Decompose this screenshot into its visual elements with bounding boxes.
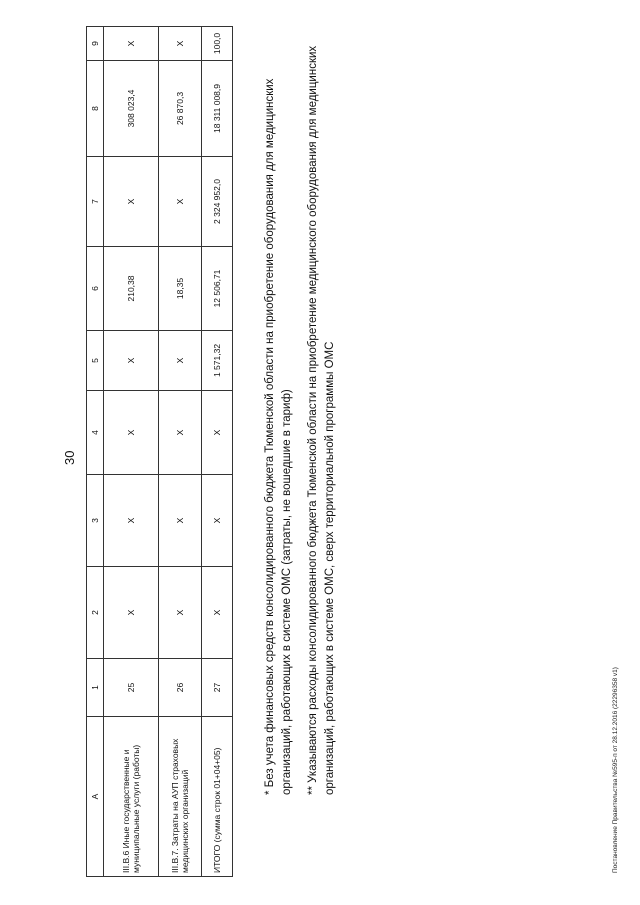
table-cell: X bbox=[202, 475, 233, 567]
table-cell: 308 023,4 bbox=[104, 61, 159, 157]
row-label: III.В.6 Иные государственные и муниципальные услуги (работы) bbox=[104, 717, 159, 877]
table-cell: 12 506,71 bbox=[202, 247, 233, 331]
column-header: 5 bbox=[87, 331, 104, 391]
table-row bbox=[104, 27, 159, 877]
column-header: 3 bbox=[87, 475, 104, 567]
table-cell: 1 571,32 bbox=[202, 331, 233, 391]
table-cell: X bbox=[159, 157, 202, 247]
footnotes bbox=[262, 15, 348, 795]
table-cell: 2 324 952,0 bbox=[202, 157, 233, 247]
page-number: 30 bbox=[62, 450, 77, 465]
table-cell: 18,35 bbox=[159, 247, 202, 331]
table-cell: X bbox=[104, 27, 159, 61]
table-cell: X bbox=[104, 391, 159, 475]
table-cell: 26 bbox=[159, 659, 202, 717]
column-header: 6 bbox=[87, 247, 104, 331]
footnote-1: * Без учета финансовых средств консолидированного бюджета Тюменской области на приобретение оборудования для медицинских организаций, работающих в системе ОМС (затраты, не вошедшие в тариф) bbox=[264, 78, 293, 795]
row-label: ИТОГО (сумма строк 01+04+05) bbox=[202, 717, 233, 877]
table-cell: X bbox=[159, 331, 202, 391]
table-header-row bbox=[87, 27, 104, 877]
table-cell: X bbox=[159, 567, 202, 659]
table-cell: 27 bbox=[202, 659, 233, 717]
table-row bbox=[159, 27, 202, 877]
table-cell: X bbox=[159, 475, 202, 567]
column-header: 8 bbox=[87, 61, 104, 157]
table-cell: X bbox=[159, 27, 202, 61]
table-cell: 210,38 bbox=[104, 247, 159, 331]
column-header: 4 bbox=[87, 391, 104, 475]
financing-table bbox=[86, 26, 233, 877]
table-cell: X bbox=[202, 391, 233, 475]
table-cell: X bbox=[104, 567, 159, 659]
table-cell: X bbox=[104, 475, 159, 567]
column-header: 2 bbox=[87, 567, 104, 659]
table-row bbox=[202, 27, 233, 877]
column-header: 1 bbox=[87, 659, 104, 717]
footnote-2: ** Указываются расходы консолидированного бюджета Тюменской области на приобретение медицинского оборудования для медицинских организаций, работающих в системе ОМС, сверх территориальной программы ОМС bbox=[307, 45, 336, 795]
table-cell: X bbox=[104, 157, 159, 247]
table-cell: X bbox=[159, 391, 202, 475]
table-cell: X bbox=[104, 331, 159, 391]
row-label: III.В.7. Затраты на АУП страховых медицинских организаций bbox=[159, 717, 202, 877]
table-cell: 18 311 008,9 bbox=[202, 61, 233, 157]
column-header: 9 bbox=[87, 27, 104, 61]
column-header: 7 bbox=[87, 157, 104, 247]
document-footer: Постановление Правительства №595-п от 28.12.2016 (22296358 v1) bbox=[612, 667, 619, 873]
table-cell: 26 870,3 bbox=[159, 61, 202, 157]
table-cell: 25 bbox=[104, 659, 159, 717]
column-header: А bbox=[87, 717, 104, 877]
table-cell: 100,0 bbox=[202, 27, 233, 61]
table-cell: X bbox=[202, 567, 233, 659]
